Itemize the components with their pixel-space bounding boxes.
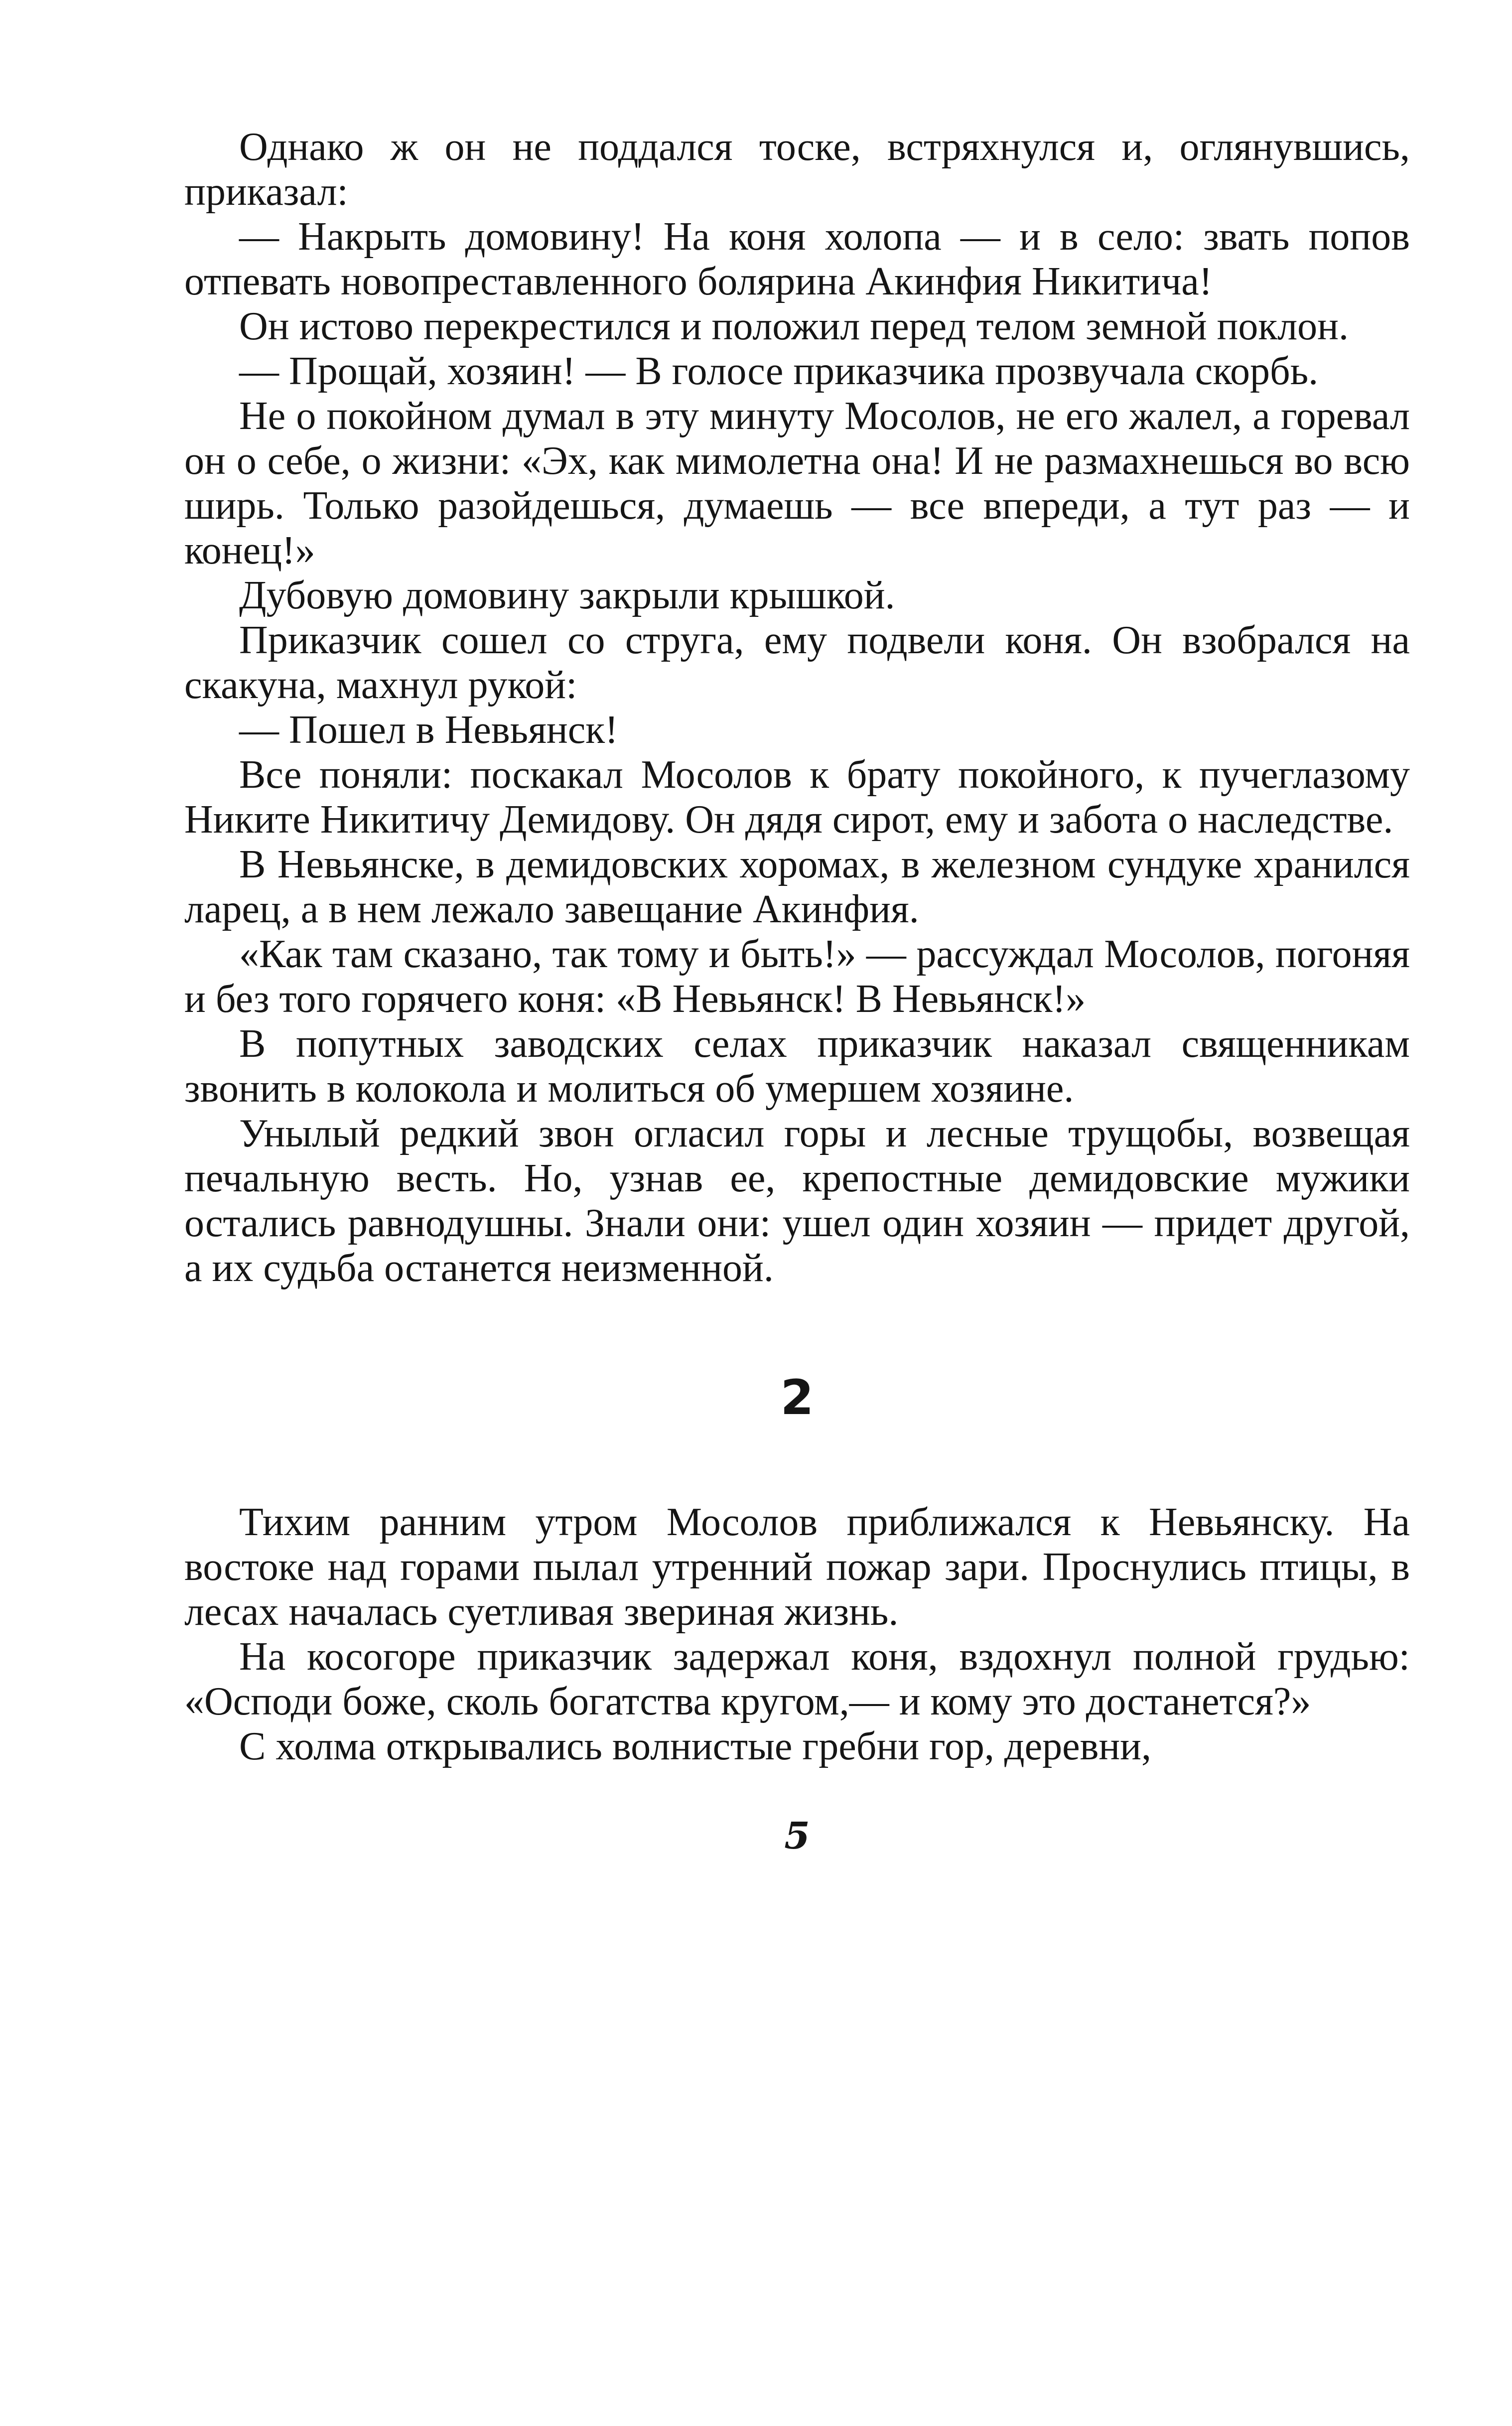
paragraph: Он истово перекрестился и положил перед телом земной поклон. (239, 304, 1349, 348)
paragraph: Тихим ранним утром Мосолов приближался к Невьянску. На востоке над горами пылал утренний пожар зари. Проснулись птицы, в лесах началась суетливая звериная жизнь. (184, 1500, 1410, 1634)
paragraph: Приказчик сошел со струга, ему подвели коня. Он взобрался на скакуна, махнул рукой: (184, 618, 1410, 707)
page-number: 5 (784, 1815, 810, 1857)
paragraph: — Прощай, хозяин! — В голосе приказчика прозвучала скорбь. (239, 349, 1319, 393)
text-block-top (184, 125, 1410, 1290)
paragraph: «Как там сказано, так тому и быть!» — рассуждал Мосолов, погоняя и без того горячего коня: «В Невьянск! В Невьянск!» (184, 932, 1410, 1021)
chapter-section-heading: 2 (780, 1370, 814, 1426)
paragraph: В попутных заводских селах приказчик наказал священникам звонить в колокола и молиться об умершем хозяине. (184, 1022, 1410, 1111)
paragraph: Однако ж он не поддался тоске, встряхнулся и, оглянувшись, приказал: (184, 125, 1410, 214)
paragraph: — Накрыть домовину! На коня холопа — и в село: звать попов отпевать новопреставленного болярина Акинфия Никитича! (184, 215, 1410, 303)
text-block-bottom (184, 1500, 1410, 1769)
paragraph: С холма открывались волнистые гребни гор, деревни, (239, 1724, 1151, 1768)
paragraph: В Невьянске, в демидовских хоромах, в железном сундуке хранился ларец, а в нем лежало завещание Акинфия. (184, 843, 1410, 931)
paragraph: Унылый редкий звон огласил горы и лесные трущобы, возвещая печальную весть. Но, узнав ее, крепостные демидовские мужики остались равнодушны. Знали они: ушел один хозяин — придет другой, а их судьба останется неизменной. (184, 1112, 1410, 1290)
book-page (184, 125, 1410, 1858)
paragraph: Дубовую домовину закрыли крышкой. (239, 573, 895, 617)
paragraph: Все поняли: поскакал Мосолов к брату покойного, к пучеглазому Никите Никитичу Демидову. Он дядя сирот, ему и забота о наследстве. (184, 753, 1410, 842)
paragraph: На косогоре приказчик задержал коня, вздохнул полной грудью: «Осподи боже, сколь богатства кругом,— и кому это достанется?» (184, 1635, 1410, 1723)
paragraph: — Пошел в Невьянск! (239, 708, 618, 752)
paragraph: Не о покойном думал в эту минуту Мосолов, не его жалел, а горевал он о себе, о жизни: «Эх, как мимолетна она! И не размахнешься во всю ширь. Только разойдешься, думаешь — все впереди, а тут раз — и конец!» (184, 394, 1410, 572)
